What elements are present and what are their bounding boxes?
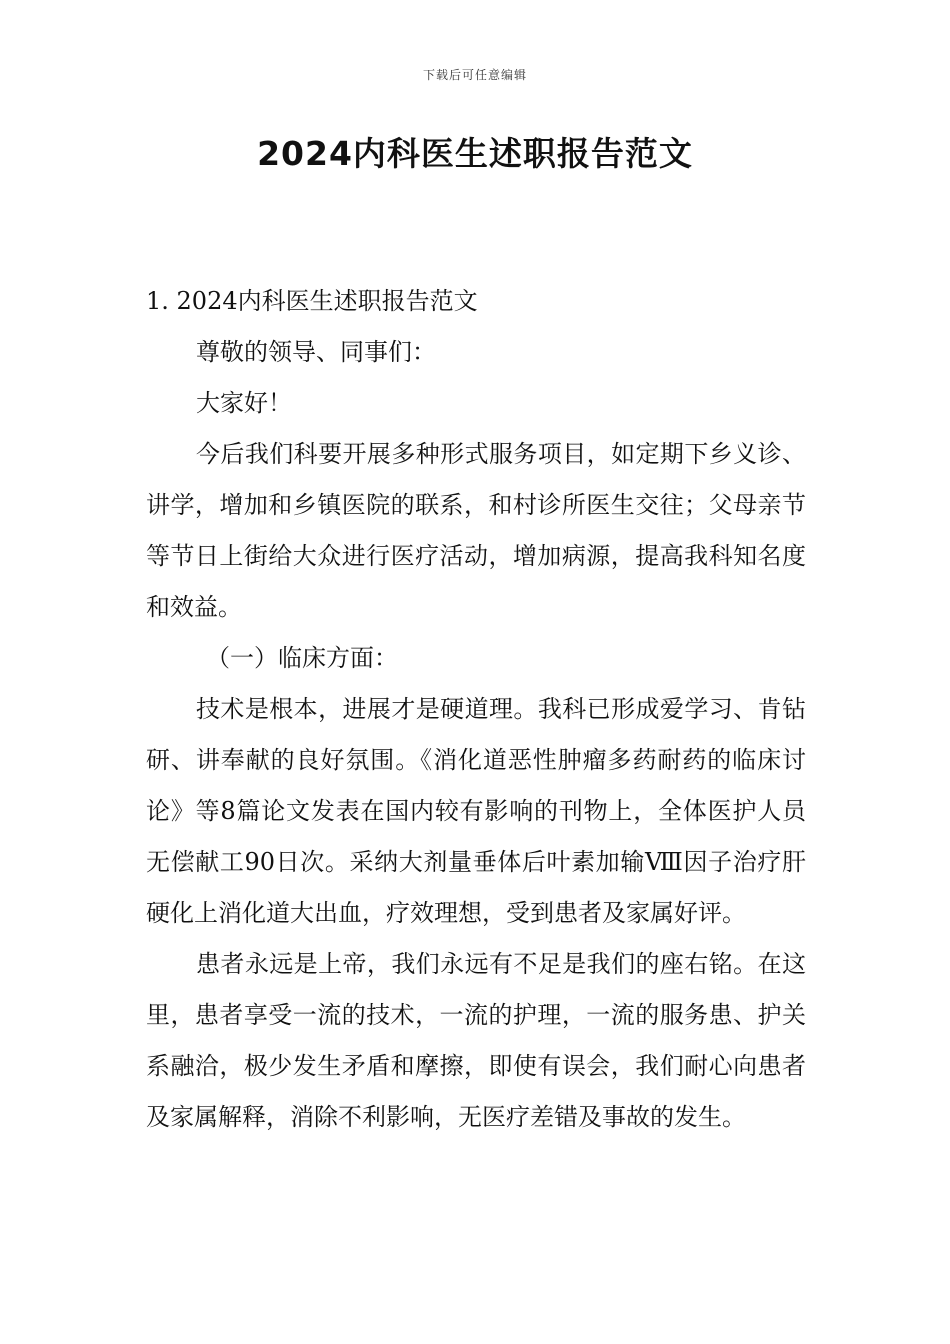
paragraph-patient-service: 患者永远是上帝，我们永远有不足是我们的座右铭。在这里，患者享受一流的技术，一流的护理，一流的服务患、护关系融洽，极少发生矛盾和摩擦，即使有误会，我们耐心向患者及家属解释，消除不利影响，无医疗差错及事故的发生。 <box>146 950 806 1131</box>
greeting: 大家好！ <box>196 389 292 417</box>
document-body <box>146 276 806 1143</box>
paragraph-service-plan: 今后我们科要开展多种形式服务项目，如定期下乡义诊、讲学，增加和乡镇医院的联系，和村诊所医生交往；父母亲节等节日上街给大众进行医疗活动，增加病源，提高我科知名度和效益。 <box>146 440 806 621</box>
section-heading: 1. 2024内科医生述职报告范文 <box>146 287 478 315</box>
header-note: 下载后可任意编辑 <box>422 68 527 82</box>
document-title: 2024内科医生述职报告范文 <box>257 134 693 173</box>
subheading-clinical: （一）临床方面： <box>206 644 398 672</box>
paragraph-clinical-technology: 技术是根本，进展才是硬道理。我科已形成爱学习、肯钻研、讲奉献的良好氛围。《消化道恶性肿瘤多药耐药的临床讨论》等8篇论文发表在国内较有影响的刊物上，全体医护人员无偿献工90日次。采纳大剂量垂体后叶素加输Ⅷ因子治疗肝硬化上消化道大出血，疗效理想，受到患者及家属好评。 <box>146 695 806 927</box>
salutation: 尊敬的领导、同事们： <box>196 338 436 366</box>
